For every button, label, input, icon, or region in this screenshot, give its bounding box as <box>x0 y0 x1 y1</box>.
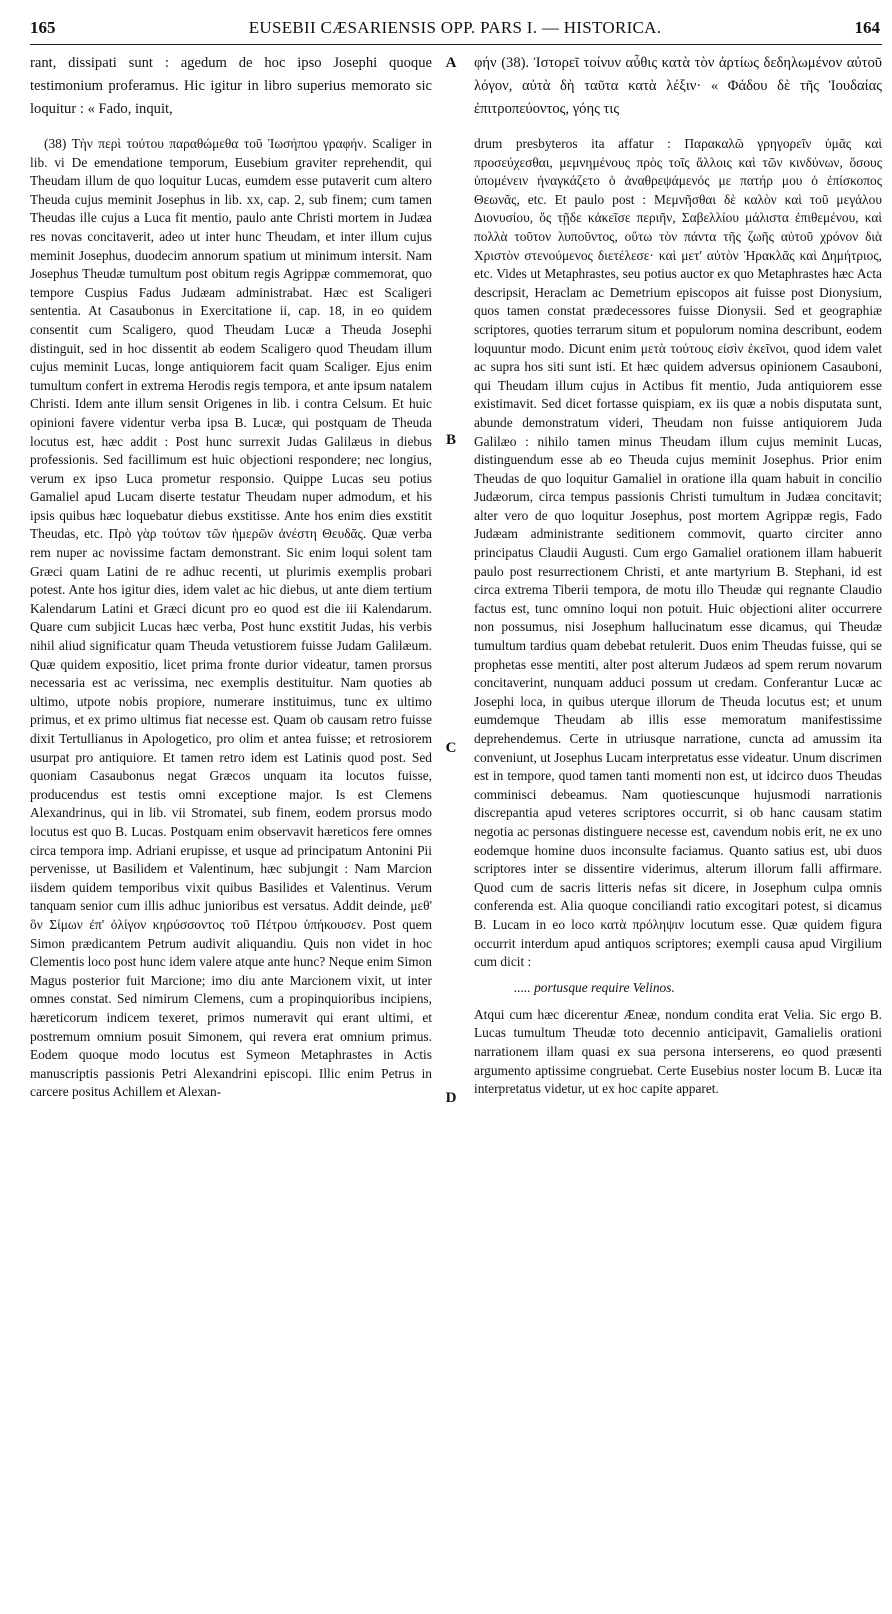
margin-letter-b: B <box>445 432 456 448</box>
virgil-quote: ..... portusque require Velinos. <box>514 979 675 995</box>
running-title: EUSEBII CÆSARIENSIS OPP. PARS I. — HISTORICA. <box>248 18 662 37</box>
right-footnote-text: drum presbyteros ita affatur : Παρακαλῶ γρηγορεῖν ὑμᾶς καὶ προσεύχεσθαι, μεμνημένους πρὸς τοῖς ἄλλοις καὶ τῶν κινδύνων, ὅσους ὑπομένειν ἠναγκάζετο ὁ ἀναθρεψάμενός με πατήρ μου ὁ ἐπίσκοπος Θεωνᾶς, etc. Et paulo post : Μεμνῆσθαι δὲ καλὸν καὶ τοῦ μεγάλου Διονυσίου, ὅς τῇδε κἀκεῖσε περιῆν, Σαβελλίου μάλιστα ἐπιθεμένου, καὶ πολλὰ τοῦτον λυποῦντος, οὕτω τὸν πάντα τῆς ζωῆς αὐτοῦ χρόνον διὰ Χριστὸν στενούμενος διετέλεσε· καὶ μετ' αὐτὸν Ἡρακλᾶς καὶ Δημήτριος, etc. Vides ut Metaphrastes, seu potius auctor ex quo Metaphrastes hæc Acta descripsit, Heraclam ac Demetrium episcopos ait fuisse post Dionysium, quos tamen constat prædecessores fuisse Dionysii. Sed et geographiæ scriptores, quoties terrarum situm et populorum nomina describunt, eodem loquuntur modo. Dicunt enim μετὰ τούτους εἰσὶν ἐκεῖνοι, quod idem valet ac supra hos siti sunt isti. Et hæc quidem adversus opinionem Casauboni, qui Theudam illum cujus in Actibus fit mentio, Juda antiquiorem esse existimavit. Sed dicet fortasse quispiam, ex iis quæ a nobis disputata sunt, abunde demonstratum videri, Theudam non fuisse antiquiorem Juda Galilæo : nihilo tamen minus Theudam illum cujus meminit Lucas, distinguendum esse ab eo Theuda cujus meminit Josephus. Prior enim Theudas de quo loquitur Gamaliel in oratione illa quam habuit in concilio Judæorum, circa tempus passionis Christi tumultum in Judæa concitavit; alter vero de quo loquitur Josephus, post mortem Agrippæ regis, Fado Judæam administrante seditionem commovit, quarto circiter anno principatus Claudii Augusti. Cum ergo Gamaliel orationem illam habuerit paulo post resurrectionem Christi, et ante martyrium B. Stephani, id est circa extrema Tiberii tempora, de motu illo Theudæ qui regnante Claudio factus est, tunc omnino loqui non potuit. Huic objectioni aliter occurrere non possumus, nisi Josephum hallucinatum esse dicamus, qui Theudæ tumultum tardius quam debebat retulerit. Duos enim Theudas fuisse, qui se prophetas esse mentiti, alter post alterum Judæos ad spem rerum novarum concitaverint, nunquam adduci possum ut credam. Conferantur Lucæ ac Josephi loca, in quibus uterque illorum de Theuda locutus est; et unum eumdemque Theudam ab illis esse memoratum manifestissime deprehendemus. Certe in utriusque narratione, cuncta ad amussim ita conveniunt, ut Josephus Lucam interpretatus esse videatur. Unum discrimen est in tempore, quod tamen tanti momenti non est, ut idcirco duos Theudas comminisci debeamus. Nam quotiescunque hujusmodi narrationis discrepantia apud veteres scriptores occurrit, si ob hanc causam statim negotia ac personas distinguere necesse est, cavendum nobis erit, ne ex uno eodemque homine duos inconsulte faciamus. Quanto satius est, ubi duos scriptores inter se dissentire viderimus, alterum illorum falli affirmare. Quod cum de sacris litteris nefas sit dicere, in Josephum culpa omnis conferenda est. Alia quoque conciliandi ratio excogitari potest, si dicamus B. Lucam in eo loco κατὰ πρόληψιν locutum esse. Quæ quidem figura occurrit interdum apud antiquos scriptores; exempli causa apud Virgilium cum dicit : <box>474 136 882 970</box>
right-column <box>474 52 882 1099</box>
section-gap-left <box>30 121 432 135</box>
header-rule <box>30 44 882 45</box>
right-footnote-end: Atqui cum hæc dicerentur Æneæ, nondum condita erat Velia. Sic ergo B. Lucas tumultum Theudæ toto decennio anticipavit, Gamalielis orationi narrationem illam quasi ex sua persona interserens, eo quod præsenti argumento aptissime congruebat. Certe Eusebius noster locum B. Lucæ ita interpretatus videtur, ut ex hoc capite apparet. <box>474 1006 882 1097</box>
left-column <box>30 52 432 1102</box>
page-number-left: 165 <box>30 18 56 37</box>
page-header <box>30 18 880 44</box>
margin-letter-c: C <box>445 740 457 756</box>
right-main-text: φήν (38). Ἱστορεῖ τοίνυν αὖθις κατὰ τὸν ἀρτίως δεδηλωμένον αὐτοῦ λόγον, αὐτὰ δὴ ταῦτα κατὰ λέξιν· « Φάδου δὲ τῆς Ἰουδαίας ἐπιτροπεύοντος, γόης τις <box>474 55 882 117</box>
margin-letter-d: D <box>445 1090 457 1106</box>
left-main-text: rant, dissipati sunt : agedum de hoc ipso Josephi quoque testimonium proferamus. Hic igitur in libro superius memorato sic loquitur : « Fado, inquit, <box>30 55 432 117</box>
left-footnote-text: (38) Τὴν περὶ τούτου παραθώμεθα τοῦ Ἰωσήπου γραφήν. Scaliger in lib. vi De emendatione temporum, Eusebium graviter reprehendit, qui Theudam illum de quo loquitur Lucas, eumdem esse putaverit cum altero Theuda cujus meminit Josephus in lib. xx, cap. 2, sub finem; cum tamen Theudas ille cujus a Luca fit mentio, paulo ante Christi mortem in Judæa res novas concitaverit, adeo ut inter hunc Theudam, et inter illum cujus meminit Josephus, duodecim annorum spatium ut minimum intersit. Nam Josephus Theudæ tumultum post obitum regis Agrippæ commemorat, quo tempore Cuspius Fadus Judæam administrabat. Hæc est Scaligeri sententia. At Casaubonus in Exercitatione ii, cap. 18, in eo quidem consentit cum Scaligero, quod Theudam Lucæ a Theuda Josephi distinguit, sed in hoc dissentit ab eodem Scaligero quod Theudam illum cujus meminit Lucas, longe antiquiorem facit quam Scaliger. Ejus enim tumultum confert in extrema Herodis regis tempora, et ante ipsum natalem Christi. Idem ante illum sensit Origenes in lib. i contra Celsum. Et huic opinioni favere videntur verba ipsa B. Lucæ, qui postquam de Theuda locutus est, hæc addit : Post hunc surrexit Judas Galilæus in diebus professionis. Sed facillimum est huic objectioni respondere; nec longius, verum ex ipso Luca prometur responsio. Quippe Lucas seu potius Gamaliel apud Lucam diserte testatur Theudam nuper admodum, et his ipsis quibus hæc loquebatur diebus exstitisse. Ante hos enim dies exstitit Theudas, etc. Πρὸ γὰρ τούτων τῶν ἡμερῶν ἀνέστη Θευδᾶς. Quæ verba rem nuper ac novissime factam demonstrant. Sic enim loqui solent tam Græci quam Latini de re adhuc recenti, ut plurimis exemplis probari potest. Ante hos igitur dies, idem valet ac hic diebus, ut ante diem tertium Kalendarum Latini et Græci dicunt pro eo quod est die iii Kalendarum. Quare cum subjicit Lucas hæc verba, Post hunc exstitit Judas, his verbis nihil aliud significatur quam Theuda vetustiorem fuisse Judam Galilæum. Quæ quidem expositio, licet prima fronte durior videatur, tamen prorsus necessaria est ac verissima, nec exemplis destituitur. Nam quoties ab ultimo, utpote nobis propiore, numerare instituimus, tunc ex ultimo primus, et ex primo ultimus fiat necesse est. Quam ob causam retro fuisse dixit Tertullianus in Apologetico, pro olim et antea fuisse; et retrosiorem usurpat pro antiquiore. Et tamen retro idem est Latinis quod post. Sed quoniam Casaubonus negat Græcos unquam ita locutos fuisse, producendus est testis omni exceptione major. Is est Clemens Alexandrinus, qui in lib. vii Stromatei, sub finem, eodem prorsus modo locutus est quo B. Lucas. Postquam enim observavit hæreticos fere omnes circa tempora imp. Adriani erupisse, et usque ad principatum Antonini Pii pervenisse, ut Basilidem et Valentinum, hæc subjungit : Nam Marcion iisdem quidem temporibus vixit quibus Basilides et Valentinus. Verum tanquam senior cum illis adhuc junioribus est versatus. Addit deinde, μεθ' ὃν Σίμων ἐπ' ὀλίγον κηρύσσοντος τοῦ Πέτρου ὑπήκουσεν. Post quem Simon prædicantem Petrum audivit aliquandiu. Quis non videt in hoc Clementis loco post hunc idem valere atque ante hunc? Neque enim Simon Magus posterior fuit Marcione; imo diu ante Marcionem vixit, ut inter omnes constat. Sed nimirum Clemens, cum a propinquioribus incipiens, hæreticorum indicem texeret, primos numeravit qui erant ultimi, et postremum omnium posuit Simonem, qui revera erat omnium primus. Eodem quoque modo locutus est Symeon Metaphrastes in Actis manuscriptis passionis Petri Alexandrini episcopi. Illic enim Petrus in carcere positus Achillem et Alexan- <box>30 136 432 1100</box>
margin-letter-a: A <box>445 55 457 71</box>
page-number-right: 164 <box>854 18 880 37</box>
section-gap-right <box>474 121 882 135</box>
